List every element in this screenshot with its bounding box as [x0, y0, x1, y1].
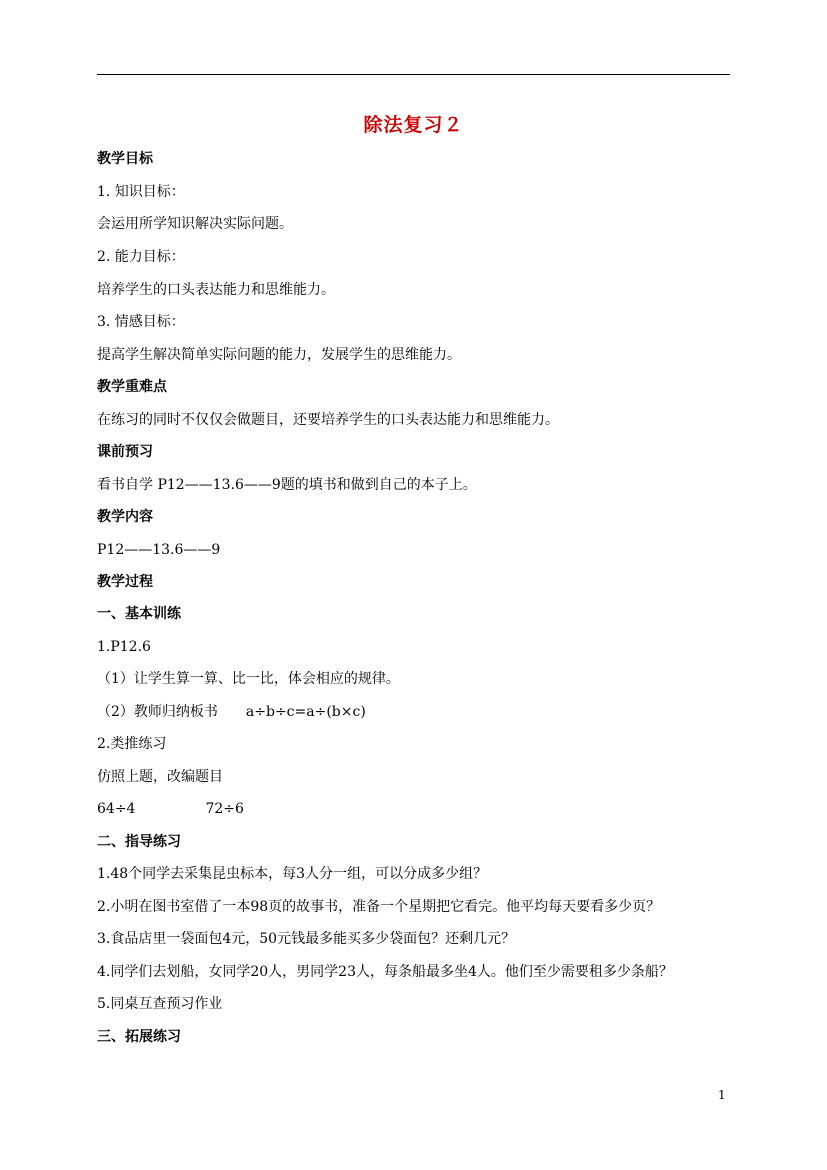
- basic-training-item-1-1: （1）让学生算一算、比一比，体会相应的规律。: [97, 671, 400, 687]
- heading-basic-training: 一、基本训练: [97, 606, 181, 622]
- heading-guided-practice: 二、指导练习: [97, 834, 181, 850]
- heading-extension-practice: 三、拓展练习: [97, 1029, 181, 1045]
- basic-training-item-2-body: 仿照上题，改编题目: [97, 769, 223, 785]
- guided-practice-item-5: 5.同桌互查预习作业: [97, 996, 223, 1012]
- header-rule: [97, 74, 730, 75]
- guided-practice-item-4: 4.同学们去划船，女同学20人，男同学23人，每条船最多坐4人。他们至少需要租多少条船？: [97, 964, 673, 980]
- document-title: 除法复习２: [363, 114, 464, 136]
- objective-1-body: 会运用所学知识解决实际问题。: [97, 216, 293, 232]
- guided-practice-item-1: 1.48个同学去采集昆虫标本，每3人分一组，可以分成多少组？: [97, 866, 488, 882]
- heading-key-points: 教学重难点: [97, 379, 167, 395]
- objective-2-body: 培养学生的口头表达能力和思维能力。: [97, 282, 335, 298]
- heading-content: 教学内容: [97, 509, 153, 525]
- page-number: 1: [718, 1088, 726, 1102]
- objective-3-body: 提高学生解决简单实际问题的能力，发展学生的思维能力。: [97, 347, 461, 363]
- key-points-body: 在练习的同时不仅仅会做题目，还要培养学生的口头表达能力和思维能力。: [97, 412, 559, 428]
- basic-training-item-2-examples: 64÷4 72÷6: [97, 801, 244, 817]
- basic-training-item-2: 2.类推练习: [97, 736, 167, 752]
- basic-training-item-1-2: （2）教师归纳板书 a÷b÷c=a÷(b×c): [97, 704, 366, 720]
- content-body: P12——13.6——9: [97, 542, 221, 558]
- heading-preview: 课前预习: [97, 444, 153, 460]
- preview-body: 看书自学 P12——13.6——9题的填书和做到自己的本子上。: [97, 477, 477, 493]
- objective-2-heading: 2. 能力目标：: [97, 249, 185, 265]
- heading-process: 教学过程: [97, 574, 153, 590]
- guided-practice-item-2: 2.小明在图书室借了一本98页的故事书，准备一个星期把它看完。他平均每天要看多少页？: [97, 899, 661, 915]
- basic-training-item-1: 1.P12.6: [97, 639, 151, 655]
- objective-3-heading: 3. 情感目标：: [97, 314, 185, 330]
- objective-1-heading: 1. 知识目标：: [97, 184, 185, 200]
- guided-practice-item-3: 3.食品店里一袋面包4元，50元钱最多能买多少袋面包？还剩几元？: [97, 931, 516, 947]
- heading-teaching-objectives: 教学目标: [97, 151, 153, 167]
